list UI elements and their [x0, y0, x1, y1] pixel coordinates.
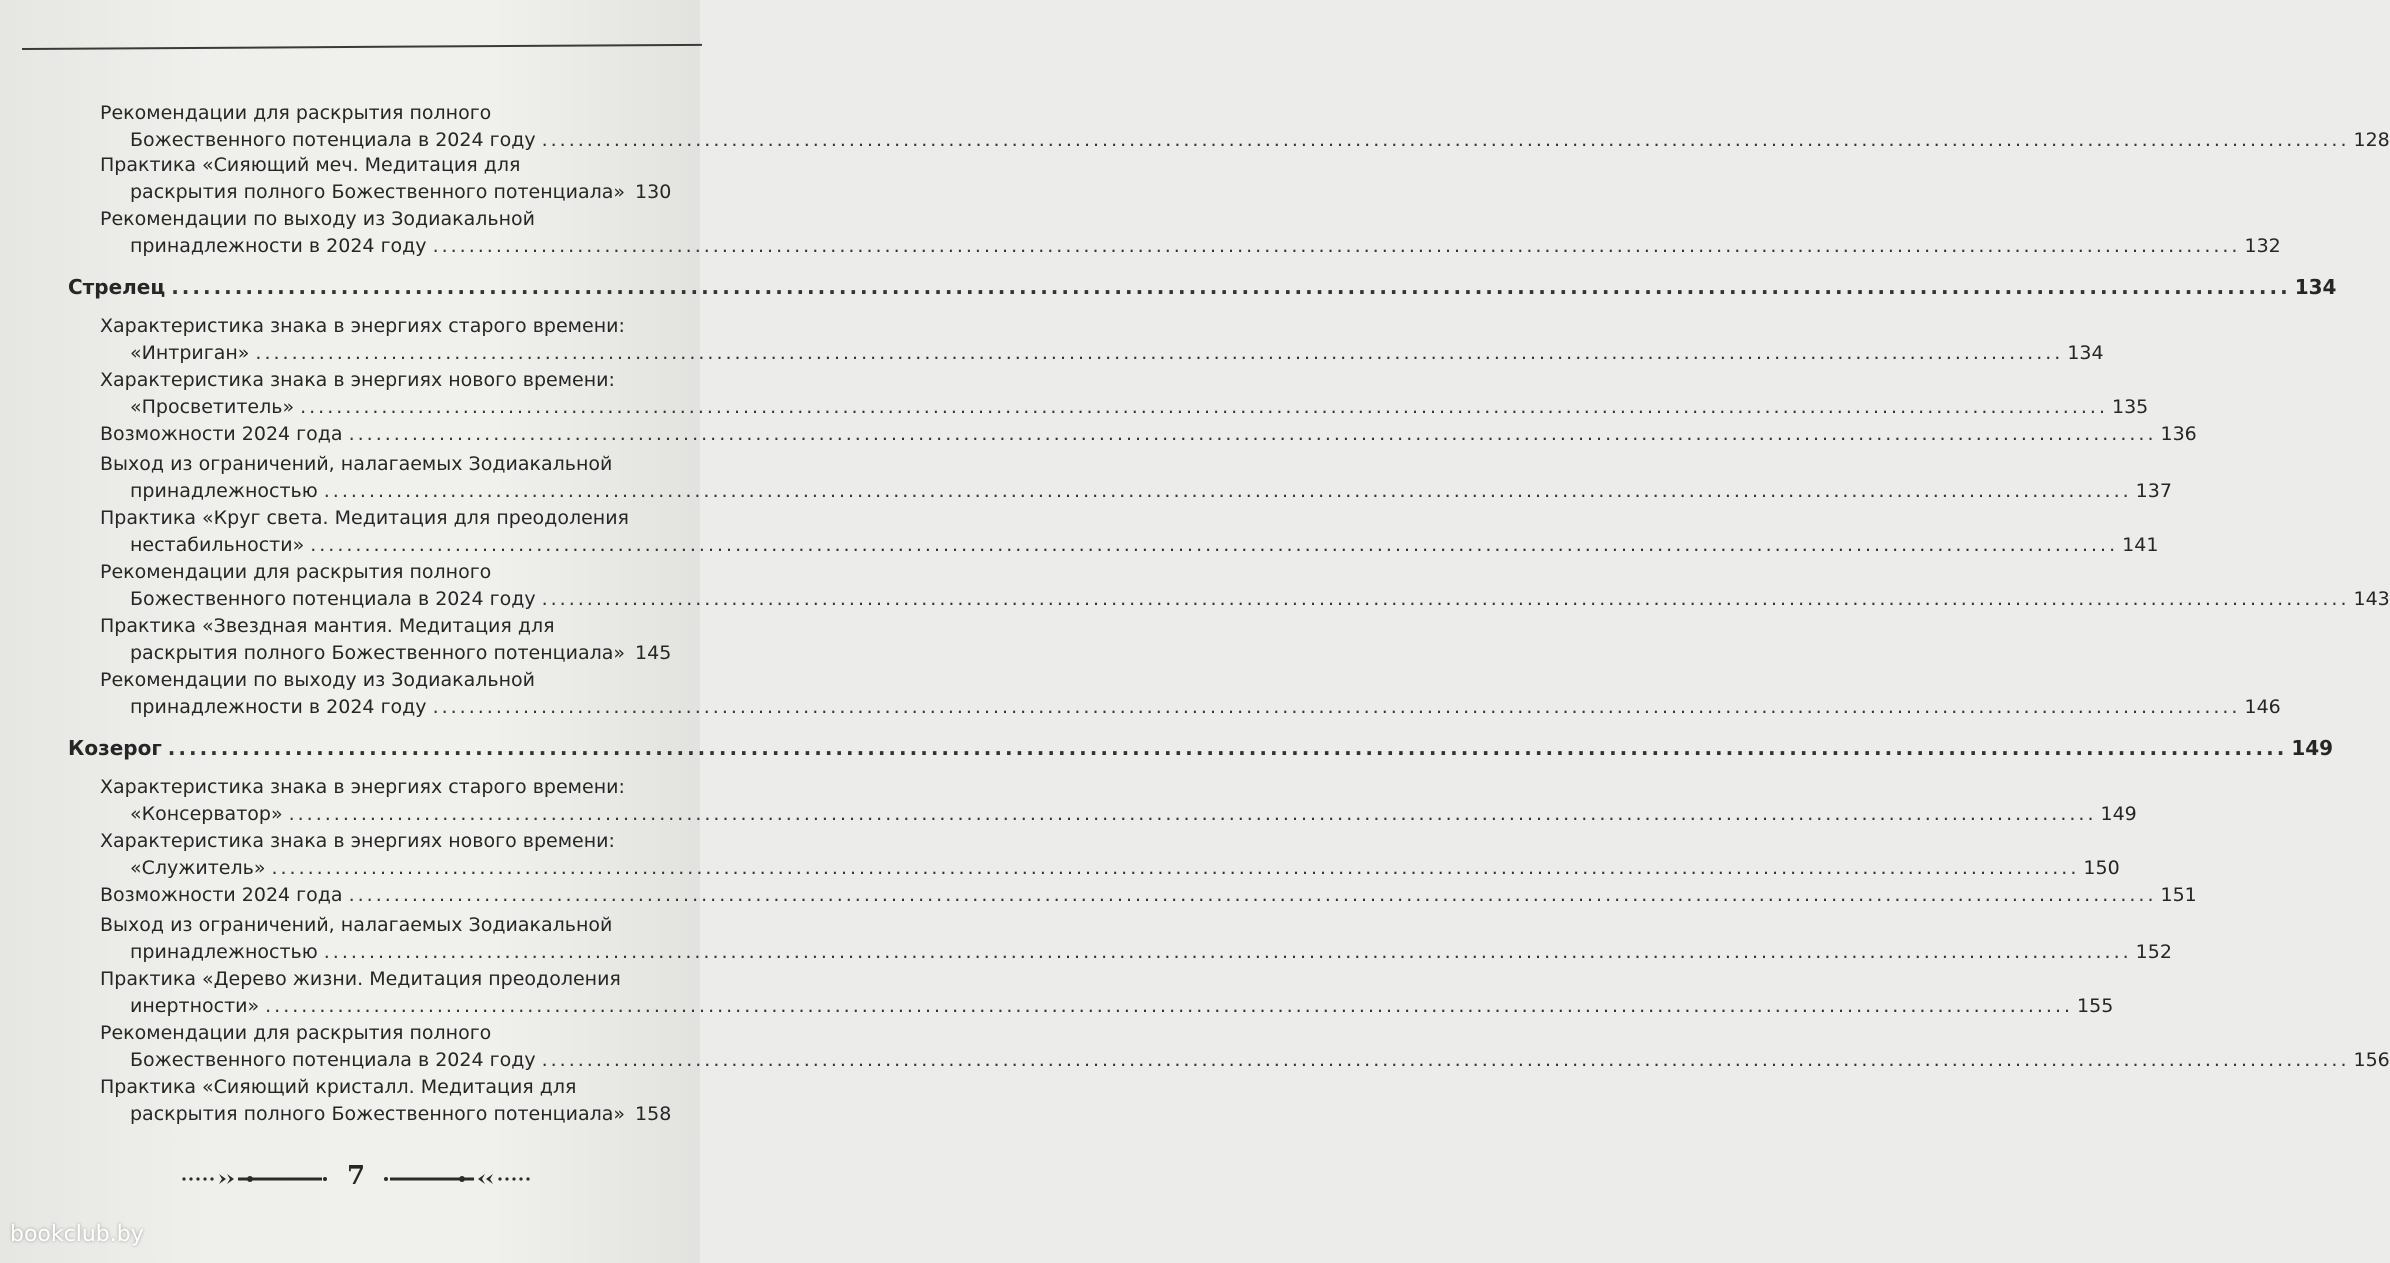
toc-entry-line [100, 966, 621, 993]
dot-leader: ........................................................................................................................................................................................................ [323, 480, 2132, 502]
toc-entry-line [100, 152, 520, 179]
toc-entry-title: инертности» [130, 995, 260, 1017]
toc-entry-title: Практика «Дерево жизни. Медитация преодоления [100, 968, 621, 990]
toc-page-number: 128 [2353, 129, 2390, 151]
toc-entry-title: раскрытия полного Божественного потенциала» [130, 1103, 626, 1125]
toc-entry-line [130, 179, 672, 206]
toc-page-number: 134 [2294, 275, 2337, 299]
toc-entry-line [130, 1101, 672, 1128]
toc-page-number: 158 [635, 1103, 672, 1125]
toc-entry-title: «Интриган» [130, 342, 250, 364]
toc-entry-title: принадлежности в 2024 году [130, 235, 427, 257]
toc-entry-title: Характеристика знака в энергиях нового времени: [100, 830, 615, 852]
toc-page-number: 132 [2244, 235, 2281, 257]
toc-entry-title: принадлежностью [130, 480, 318, 502]
toc-entry-line [130, 1047, 2390, 1074]
toc-entry-line [100, 667, 535, 694]
toc-entry-title: Рекомендации по выходу из Зодиакальной [100, 669, 535, 691]
toc-page-number: 130 [635, 181, 672, 203]
toc-page-number: 146 [2244, 696, 2281, 718]
dot-leader: ........................................................................................................................................................................................................ [300, 396, 2108, 418]
toc-entry-line [130, 340, 2104, 367]
toc-entry-line [100, 1020, 491, 1047]
dot-leader: ........................................................................................................................................................................................................ [255, 342, 2064, 364]
toc-entry-line [130, 127, 2390, 154]
toc-entry-line [130, 694, 2281, 721]
toc-page-number: 136 [2160, 423, 2197, 445]
toc-entry-line [130, 640, 672, 667]
toc-entry-line [130, 233, 2281, 260]
dot-leader: ........................................................................................................................................................................................................ [541, 588, 2350, 610]
dot-leader: ........................................................................................................................................................................................................ [167, 736, 2288, 760]
toc-entry-title: Рекомендации для раскрытия полного [100, 1022, 492, 1044]
toc-entry-title: Божественного потенциала в 2024 году [130, 129, 536, 151]
toc-entry-title: Характеристика знака в энергиях нового времени: [100, 369, 615, 391]
toc-page-number: 156 [2353, 1049, 2390, 1071]
toc-page-number: 149 [2291, 736, 2334, 760]
toc-entry-line [130, 939, 2172, 966]
toc-entry-line [100, 505, 629, 532]
toc-entry-line [100, 206, 535, 233]
toc-entry-title: Возможности 2024 года [100, 423, 343, 445]
toc-entry-line [130, 801, 2137, 828]
toc-entry-line [68, 274, 2337, 301]
toc-entry-line [100, 451, 612, 478]
toc-entry-title: нестабильности» [130, 534, 305, 556]
dot-leader: ........................................................................................................................................................................................................ [432, 696, 2241, 718]
toc-entry-line [100, 613, 555, 640]
toc-entry-title: раскрытия полного Божественного потенциала» [130, 181, 626, 203]
toc-entry-line [100, 421, 2197, 448]
toc-entry-line [100, 1074, 576, 1101]
toc-entry-line [100, 882, 2197, 909]
dot-leader: ........................................................................................................................................................................................................ [271, 857, 2080, 879]
toc-page-number: 134 [2067, 342, 2104, 364]
toc-entry-title: Характеристика знака в энергиях старого времени: [100, 315, 625, 337]
dot-leader: ........................................................................................................................................................................................................ [288, 803, 2097, 825]
page-footer [0, 1161, 700, 1195]
dot-leader: ........................................................................................................................................................................................................ [171, 275, 2291, 299]
toc-page-number: 135 [2112, 396, 2149, 418]
toc-entry-title: Рекомендации по выходу из Зодиакальной [100, 208, 535, 230]
toc-entry-title: Божественного потенциала в 2024 году [130, 1049, 536, 1071]
toc-page-number: 141 [2122, 534, 2159, 556]
toc-entry-title: Рекомендации для раскрытия полного [100, 102, 492, 124]
toc-entry-line [100, 100, 491, 127]
toc-page-number: 137 [2135, 480, 2172, 502]
toc-entry-title: Выход из ограничений, налагаемых Зодиакальной [100, 453, 613, 475]
toc-entry-line [130, 532, 2159, 559]
toc-entry-line [130, 586, 2390, 613]
toc-entry-line [100, 774, 625, 801]
toc-entry-title: Выход из ограничений, налагаемых Зодиакальной [100, 914, 613, 936]
toc-page-number: 150 [2083, 857, 2120, 879]
watermark-text: bookclub.by [10, 1222, 144, 1247]
toc-entry-line [100, 828, 615, 855]
dot-leader: ........................................................................................................................................................................................................ [265, 995, 2074, 1017]
dot-leader: ........................................................................................................................................................................................................ [348, 884, 2157, 906]
toc-entry-title: Практика «Звездная мантия. Медитация для [100, 615, 555, 637]
toc-entry-title: Рекомендации для раскрытия полного [100, 561, 492, 583]
toc-entry-title: Козерог [68, 736, 162, 760]
toc-entry-line [130, 855, 2120, 882]
dot-leader: ........................................................................................................................................................................................................ [348, 423, 2157, 445]
dot-leader: ........................................................................................................................................................................................................ [323, 941, 2132, 963]
toc-entry-line [100, 367, 615, 394]
toc-entry-title: Стрелец [68, 275, 166, 299]
toc-page-number: 143 [2353, 588, 2390, 610]
toc-entry-title: Возможности 2024 года [100, 884, 343, 906]
dot-leader: ........................................................................................................................................................................................................ [541, 1049, 2350, 1071]
toc-page-number: 145 [635, 642, 672, 664]
page-number: 7 [346, 1161, 366, 1191]
toc-page-number: 149 [2100, 803, 2137, 825]
toc-page-number: 152 [2135, 941, 2172, 963]
toc-entry-title: Практика «Круг света. Медитация для преодоления [100, 507, 629, 529]
toc-entry-line [100, 559, 491, 586]
toc-entry-title: Практика «Сияющий меч. Медитация для [100, 154, 521, 176]
toc-entry-title: принадлежностью [130, 941, 318, 963]
toc-entry-title: принадлежности в 2024 году [130, 696, 427, 718]
toc-entry-title: «Консерватор» [130, 803, 283, 825]
dot-leader: ........................................................................................................................................................................................................ [310, 534, 2119, 556]
toc-entry-line [100, 313, 625, 340]
toc-entry-title: «Просветитель» [130, 396, 295, 418]
toc-page-number: 151 [2160, 884, 2197, 906]
toc-entry-title: Практика «Сияющий кристалл. Медитация для [100, 1076, 577, 1098]
toc-entry-line [130, 478, 2172, 505]
toc-entry-title: Божественного потенциала в 2024 году [130, 588, 536, 610]
toc-entry-title: «Служитель» [130, 857, 266, 879]
toc-page-number: 155 [2077, 995, 2114, 1017]
toc-entry-line [100, 912, 612, 939]
toc-entry-line [68, 735, 2334, 762]
toc-entry-title: Характеристика знака в энергиях старого времени: [100, 776, 625, 798]
toc-entry-line [130, 394, 2149, 421]
dot-leader: ........................................................................................................................................................................................................ [541, 129, 2350, 151]
dot-leader: ........................................................................................................................................................................................................ [432, 235, 2241, 257]
toc-entry-line [130, 993, 2114, 1020]
toc-entry-title: раскрытия полного Божественного потенциала» [130, 642, 626, 664]
